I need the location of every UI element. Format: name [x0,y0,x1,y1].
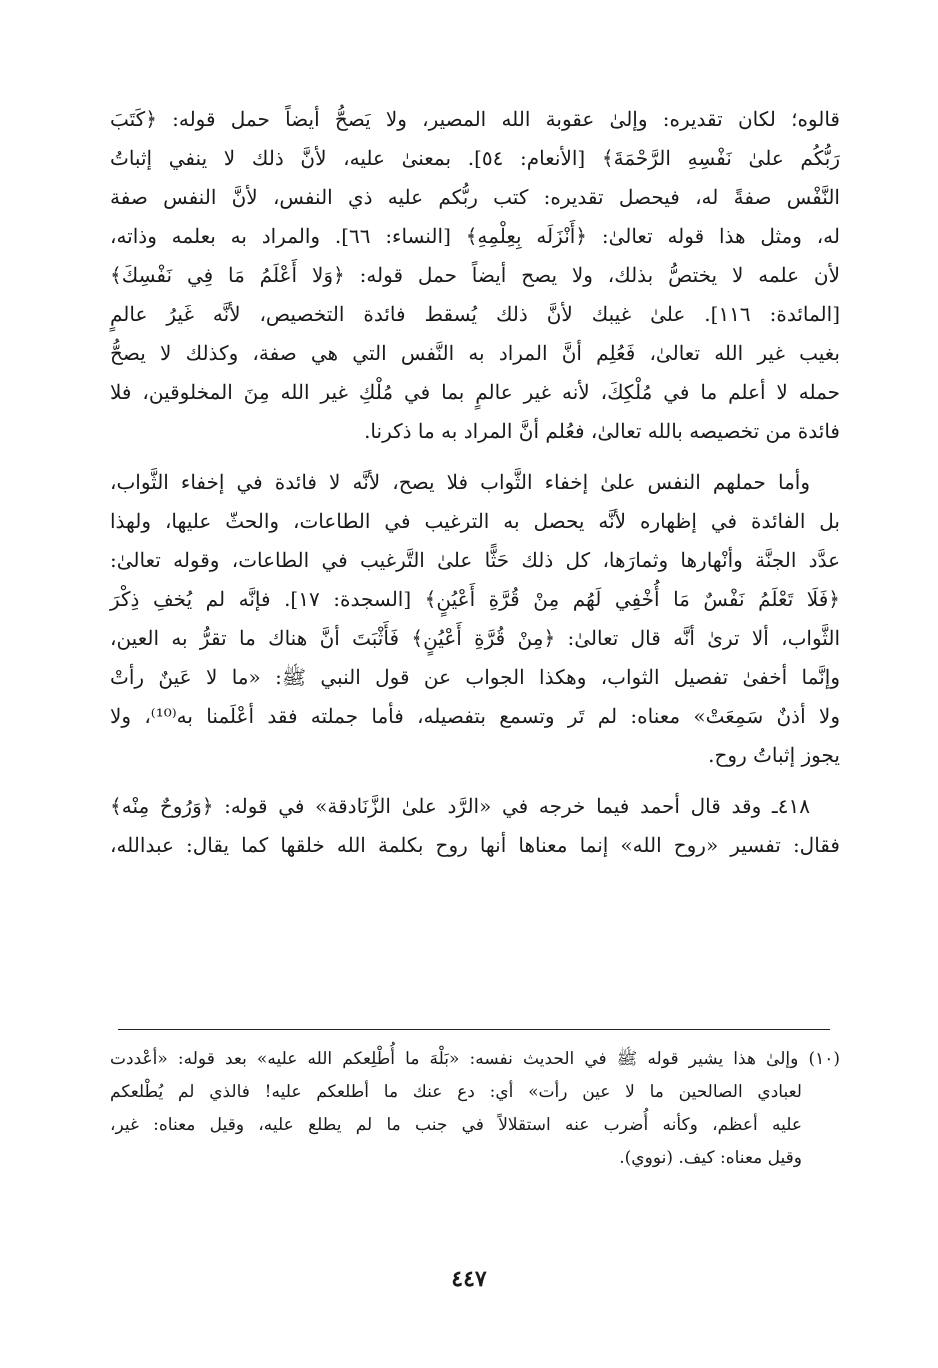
main-text-body [110,100,840,865]
text-line: ٤١٨ـ وقد قال أحمد فيما خرجه في «الرَّد علىٰ الزَّنَادقة» في قوله: ﴿وَرُوحٌ مِنْه﴾ [110,794,810,818]
text-line: فقال: تفسير «روح الله» إنما معناها أنها روح بكلمة الله خلقها كما يقال: عبدالله، [110,833,840,857]
footnote-number: (١٠) [808,1049,840,1069]
footnote-first-line [110,1043,840,1076]
text-line: عدَّد الجنَّة وأنْهارها وثمارَها، كل ذلك حَثًّا علىٰ التَّرغيب في الطاعات، وقوله تعالىٰ: [110,548,840,572]
text-line: النَّفْس صفةً له، فيحصل تقديره: كتب ربُّكم عليه ذي النفس، لأنَّ النفس صفة [110,185,840,209]
footnote-line: لعبادي الصالحين ما لا عين رأت» أي: دع عنك ما أطلعكم عليه! فالذي لم يُطْلعكم [110,1082,802,1102]
page-number: ٤٤٧ [451,1266,487,1292]
text-line: يجوز إثباتُ روح. [708,743,840,767]
paragraph-3 [110,787,840,865]
footnote-line: عليه أعظم، وكأنه أُضرب عنه استقلالاً في جنب ما لم يطلع عليه، وقيل معناه: غير، [110,1115,802,1135]
footnote-item [110,1043,840,1175]
text-line: [المائدة: ١١٦]. علىٰ غيبك لأنَّ ذلك يُسقط فائدة التخصيص، لأنَّه غَيرُ عالمٍ [110,302,841,326]
text-line: ﴿فَلَا تَعْلَمُ نَفْسٌ مَا أُخْفِي لَهُم مِنْ قُرَّةِ أَعْيُنٍ﴾ [السجدة: ١٧]. فإنَّه لم يُخفِ ذِكْرَ [110,587,840,611]
footnote-text: وإلىٰ هذا يشير قوله ﷺ في الحديث نفسه: «بَلْهَ ما أُطْلِعكم الله عليه» بعد قوله: «أعْددت [110,1049,799,1069]
text-line: الثَّواب، ألا ترىٰ أنَّه قال تعالىٰ: ﴿مِنْ قُرَّةِ أَعْيُنٍ﴾ فَأَثْبَتَ أنَّ هناك ما تقرُّ به العين، [110,626,840,650]
footnote-line: وقيل معناه: كيف. (نووي). [619,1148,802,1168]
text-line: بغيب غير الله تعالىٰ، فَعُلِم أنَّ المراد به النَّفس التي هي صفة، وكذلك لا يصحُّ [110,341,840,365]
footnote-divider [118,1029,830,1030]
text-line: حمله لا أعلم ما في مُلْكِكَ، لأنه غير عالمٍ بما في مُلْكِ غير الله مِنَ المخلوقين، فلا [110,380,840,404]
footnotes-section [110,1043,840,1175]
text-line: ولا أذنٌ سَمِعَتْ» معناه: لم تَر وتسمع بتفصيله، فأما جملته فقد أعْلَمنا به⁽¹⁰⁾، ولا [110,704,840,728]
paragraph-1 [110,100,840,451]
text-line: وأما حملهم النفس علىٰ إخفاء الثَّواب فلا يصح، لأنَّه لا فائدة في إخفاء الثَّواب، [110,470,810,494]
text-line: بل الفائدة في إظهاره لأنَّه يحصل به الترغيب في الطاعات، والحثّ عليها، ولهذا [110,509,840,533]
text-line: فائدة من تخصيصه بالله تعالىٰ، فعُلم أنَّ المراد به ما ذكرنا. [364,419,840,443]
text-line: رَبُّكُم علىٰ نَفْسِهِ الرَّحْمَةَ﴾ [الأنعام: ٥٤]. بمعنىٰ عليه، لأنَّ ذلك لا ينفي إثباتُ [110,146,840,170]
text-line: لأن علمه لا يختصُّ بذلك، ولا يصح أيضاً حمل قوله: ﴿وَلا أَعْلَمُ مَا فِي نَفْسِكَ﴾ [110,263,840,287]
text-line: قالوه؛ لكان تقديره: وإلىٰ عقوبة الله المصير، ولا يَصحُّ أيضاً حمل قوله: ﴿كَتَبَ [110,107,840,131]
paragraph-2 [110,463,840,775]
text-line: له، ومثل هذا قوله تعالىٰ: ﴿أَنْزَلَه بِعِلْمِهِ﴾ [النساء: ٦٦]. والمراد به بعلمه وذاته، [110,224,841,248]
text-line: وإنَّما أخفىٰ تفصيل الثواب، وهكذا الجواب عن قول النبي ﷺ: «ما لا عَينٌ رأتْ [110,665,840,689]
